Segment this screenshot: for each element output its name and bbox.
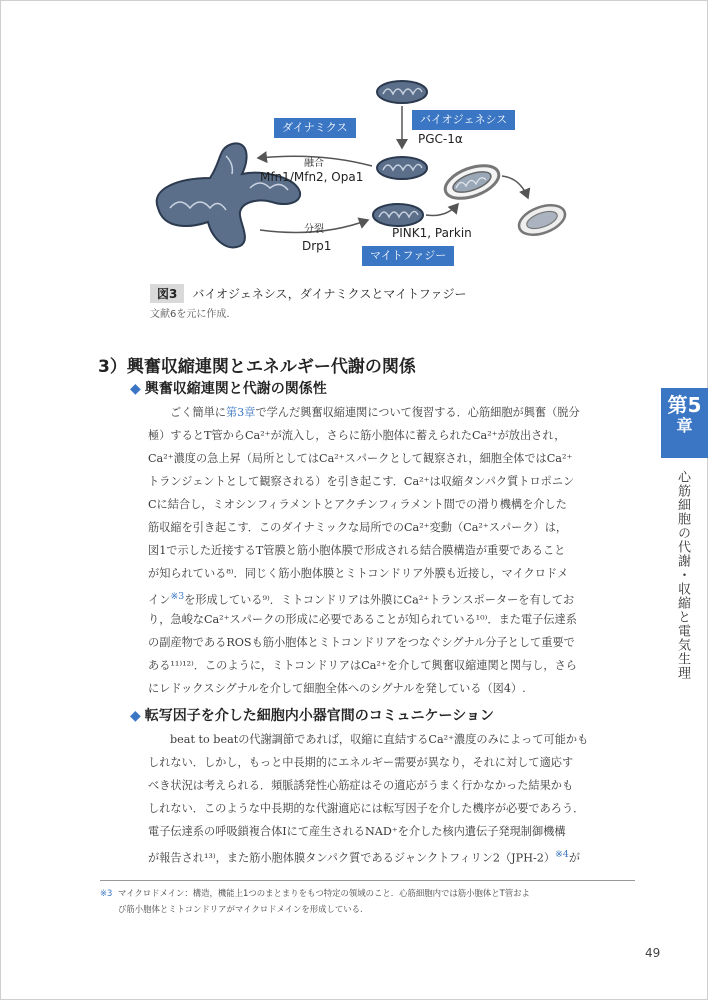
footnote-ref-4[interactable]: ※4 — [555, 849, 569, 860]
footnote: ※3 マイクロドメイン：構造，機能上1つのまとまりをもつ特定の領域のこと．心筋細胞内では筋小胞体とT管およ び筋小胞体とミトコンドリアがマイクロドメインを形成している. — [118, 885, 638, 917]
pink-parkin-label: PINK1, Parkin — [392, 226, 472, 240]
fusion-label: 融合 — [304, 158, 324, 169]
fission-gene: Drp1 — [302, 239, 332, 253]
chapter-3-link[interactable]: 第3章 — [225, 406, 256, 419]
mitochondrion-middle-icon — [377, 157, 427, 179]
mitochondrion-bottom-icon — [373, 204, 423, 226]
chapter-tab — [661, 388, 708, 458]
fission-label: 分裂 — [304, 224, 324, 235]
engulfed-mitochondrion-icon — [441, 159, 503, 204]
subheading-transcription: ◆ 転写因子を介した細胞内小器官間のコミュニケーション — [130, 708, 494, 724]
figure-source: 文献6を元に作成. — [150, 309, 230, 320]
chapter-side-title: 心筋細胞の代謝・収縮と電気生理 — [675, 470, 690, 680]
chapter-number: 第5 — [667, 393, 702, 417]
figure-diagram — [140, 70, 570, 300]
lysosome-mitochondrion-icon — [515, 200, 569, 241]
figure-caption — [150, 283, 467, 303]
paragraph-ec-coupling: ごく簡単に第3章で学んだ興奮収縮連関について復習する．心筋細胞が興奮（脱分 極）するとT管からCa²⁺が流入し，さらに筋小胞体に蓄えられたCa²⁺が放出され， Ca²⁺濃度の急上昇（局所としてはCa²⁺スパークとして観察され，細胞全体ではCa²⁺ トランジェントとして観察される）を引き起こす．Ca²⁺は収縮タンパク質トロポニン Cに結合し，ミオシンフィラメントとアクチンフィラメント間での滑り機構を介した 筋収縮を引き起こす．このダイナミックな局所でのCa²⁺変動（Ca²⁺スパーク）は， 図1で示した近接するT管膜と筋小胞体膜で形成される結合膜構造が重要であること が知られている⁸⁾．同じく筋小胞体膜とミトコンドリア外膜も近接し，マイクロドメ イン$^{※3}$を形成している⁹⁾．ミトコンドリアは外膜にCa²⁺トランスポーターを有してお り，急峻なCa²⁺スパークの形成に必要であることが知られている¹⁰⁾．また電子伝達系 の副産物であるROSも筋小胞体とミトコンドリアをつなぐシグナル分子として重要で ある¹¹⁾¹²⁾．このように，ミトコンドリアはCa²⁺を介して興奮収縮連関と関与し，さら にレドックスシグナルを介して細胞全体へのシグナルを発している（図4）. — [148, 406, 580, 695]
subheading-ec-coupling: ◆ 興奮収縮連関と代謝の関係性 — [130, 381, 327, 397]
footnote-mark: ※3 — [100, 888, 113, 898]
diamond-icon: ◆ — [130, 381, 141, 397]
mitophagy-label: マイトファジー — [362, 246, 454, 266]
footnote-ref-3[interactable]: ※3 — [170, 591, 185, 602]
figure-title: バイオジェネシス，ダイナミクスとマイトファジー — [192, 287, 467, 301]
figure-number: 図3 — [150, 284, 184, 303]
paragraph-transcription: beat to beatの代謝調節であれば，収縮に直結するCa²⁺濃度のみによって可能かも しれない．しかし，もっと中長期的にエネルギー需要が異なり，それに対して適応す べき状況は考えられる．頻脈誘発性心筋症はその適応がうまく行かなかった結果かも しれない．このような中長期的な代謝適応には転写因子を介した機序が必要であろう． 電子伝達系の呼吸鎖複合体Ⅰにて産生されるNAD⁺を介した核内遺伝子発現制御機構 が報告され¹³⁾，また筋小胞体膜タンパク質であるジャンクトフィリン$2(JPH-2)^{※4}$が — [148, 733, 589, 865]
fusion-genes: Mfn1/Mfn2, Opa1 — [260, 170, 364, 184]
dynamics-label: ダイナミクス — [274, 118, 356, 138]
diamond-icon: ◆ — [130, 708, 141, 724]
biogenesis-label: バイオジェネシス — [412, 110, 515, 130]
footnote-divider — [100, 880, 635, 881]
page-number: 49 — [645, 946, 661, 960]
mitochondrion-top-icon — [377, 81, 427, 103]
figure-3 — [140, 70, 570, 300]
chapter-word: 章 — [676, 416, 693, 435]
section-heading: 3）興奮収縮連関とエネルギー代謝の関係 — [98, 357, 416, 377]
pgc-label: PGC-1α — [418, 132, 463, 146]
